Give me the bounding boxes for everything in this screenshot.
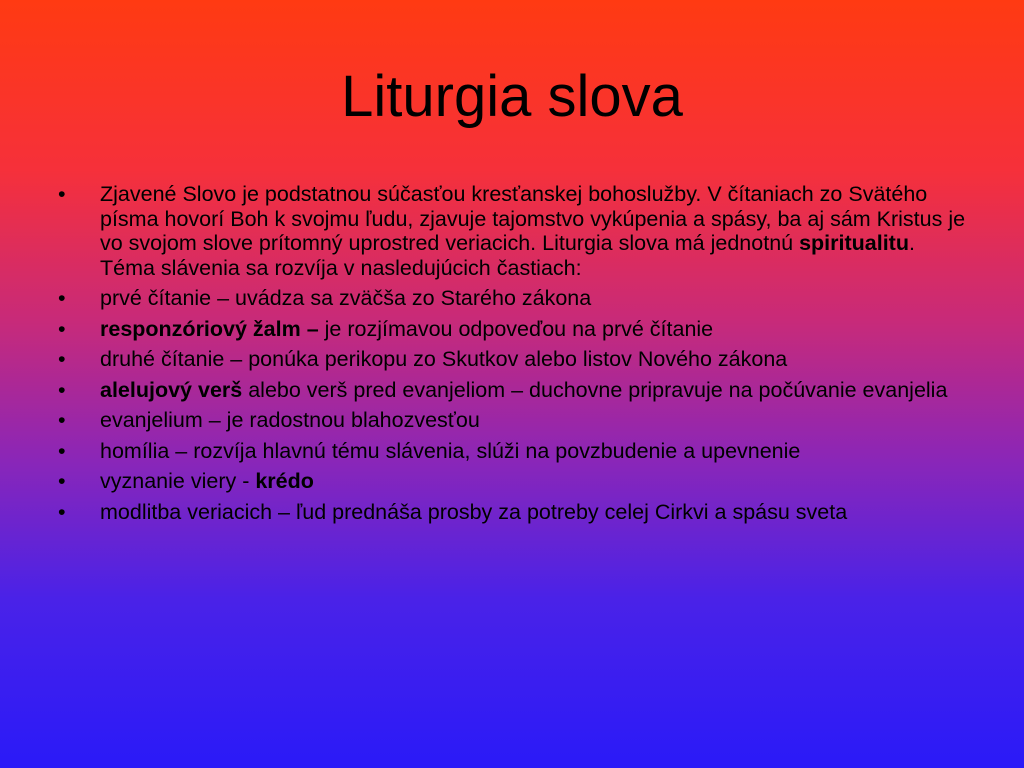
bullet-icon: • (58, 499, 66, 524)
item-text-bold: spiritualitu (799, 231, 909, 255)
list-item (58, 378, 968, 403)
item-text: . Téma slávenia sa rozvíja v nasledujúcich častiach: (100, 231, 915, 280)
slide-title: Liturgia slova (341, 64, 683, 129)
list-item (58, 439, 968, 464)
list-item (58, 500, 968, 525)
item-text-bold: responzóriový žalm – (100, 316, 319, 341)
list-item (58, 469, 968, 494)
bullet-icon: • (58, 408, 66, 432)
bullet-list (58, 182, 968, 530)
item-text: druhé čítanie – ponúka perikopu zo Skutkov alebo listov Nového zákona (100, 347, 788, 371)
item-text: prvé čítanie – uvádza sa zväčša zo Starého zákona (100, 286, 592, 310)
bullet-icon: • (58, 438, 66, 463)
item-text: vyznanie viery - (100, 469, 256, 493)
bullet-icon: • (58, 286, 66, 310)
bullet-icon: • (58, 377, 66, 402)
bullet-icon: • (58, 469, 66, 493)
item-text: modlitba veriacich – ľud prednáša prosby za potreby celej Cirkvi a spásu sveta (100, 499, 848, 524)
bullet-icon: • (58, 316, 66, 341)
item-text: alebo verš pred evanjeliom – duchovne pripravuje na počúvanie evanjelia (242, 377, 948, 402)
item-text: Zjavené Slovo je podstatnou súčasťou kresťanskej bohoslužby. V čítaniach zo Svätého písma hovorí Boh k svojmu ľudu, zjavuje tajomstvo vykúpenia a spásy, ba aj sám Kristus je vo svojom slove prítomný uprostred veriacich. Liturgia slova má jednotnú (100, 182, 966, 255)
list-item (58, 182, 968, 280)
item-text-bold: krédo (255, 469, 314, 493)
list-item (58, 347, 968, 372)
list-item (58, 317, 968, 342)
list-item (58, 408, 968, 433)
list-item (58, 286, 968, 311)
bullet-icon: • (58, 347, 66, 371)
item-text-bold: alelujový verš (100, 377, 243, 402)
bullet-icon: • (58, 182, 66, 206)
item-text: je rozjímavou odpoveďou na prvé čítanie (318, 316, 714, 341)
item-text: evanjelium – je radostnou blahozvesťou (100, 408, 480, 432)
item-text: homília – rozvíja hlavnú tému slávenia, slúži na povzbudenie a upevnenie (100, 438, 801, 463)
